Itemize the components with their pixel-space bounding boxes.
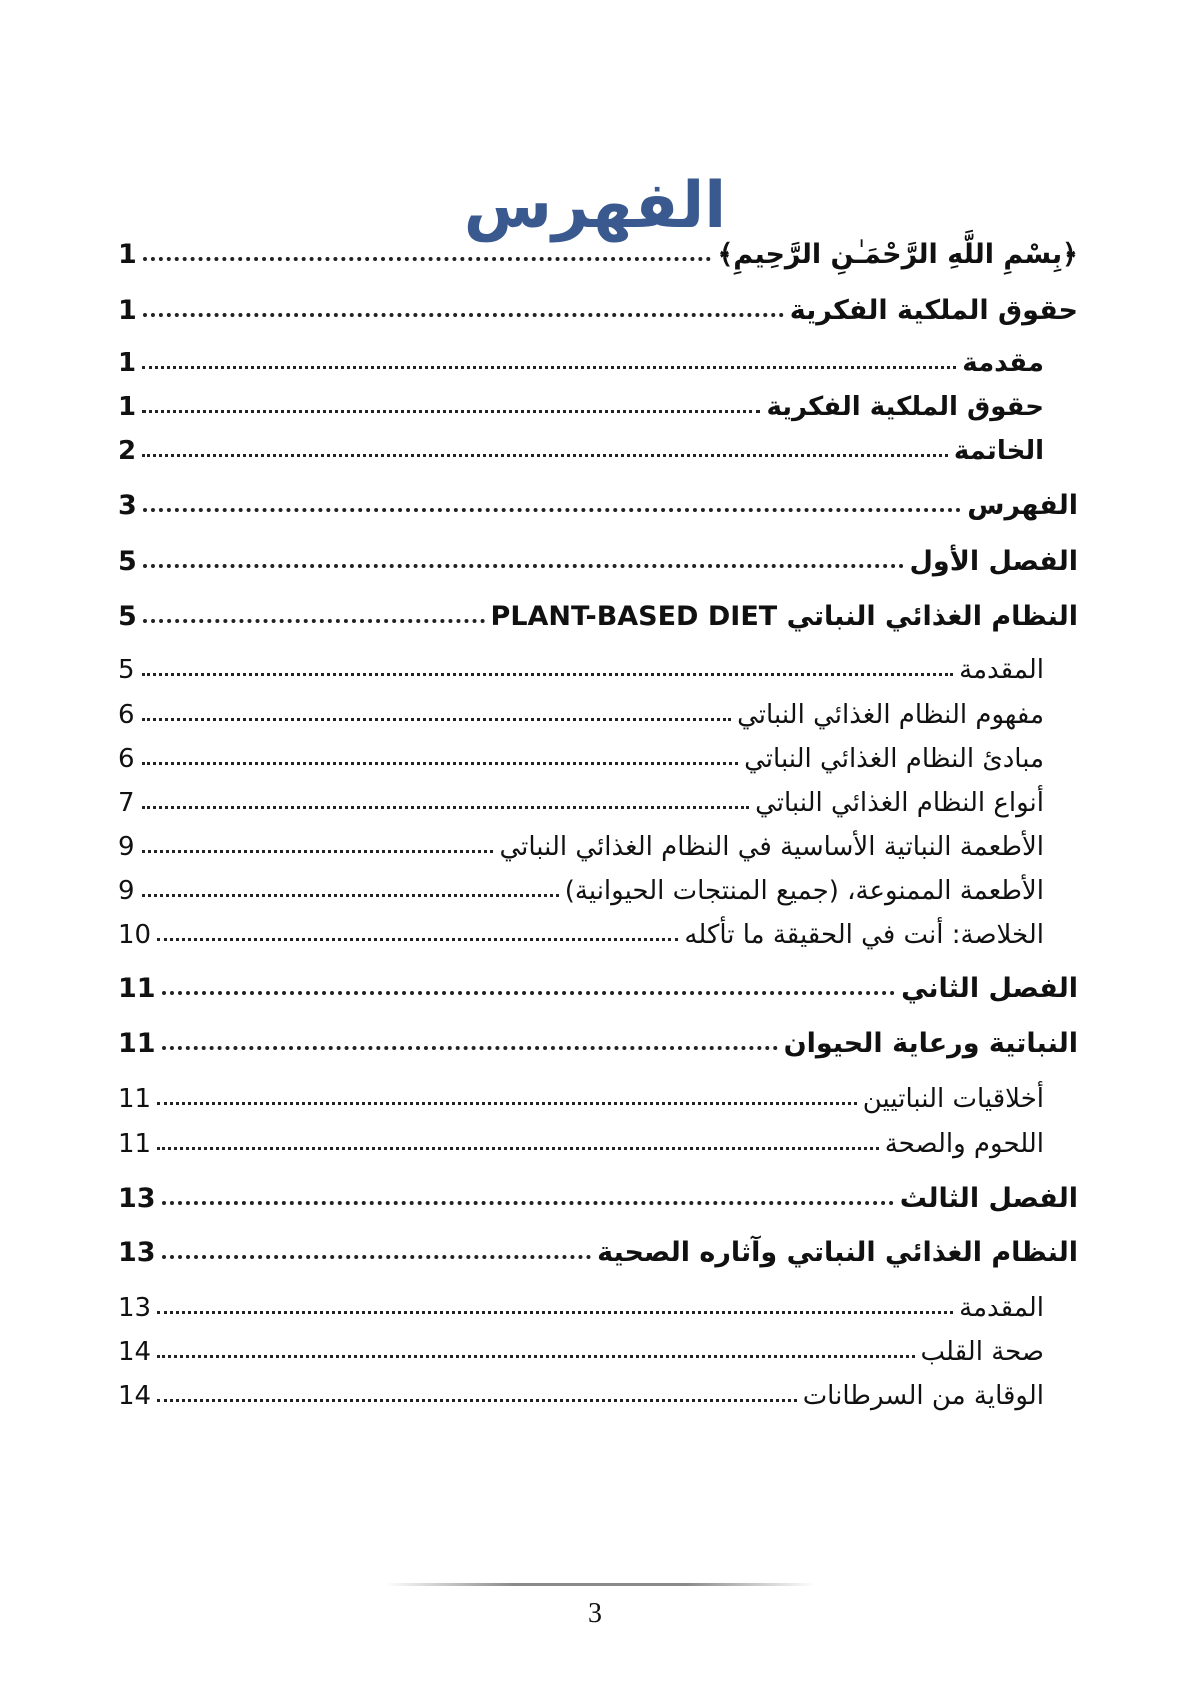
toc-page-number: 9 [118,876,135,906]
dot-leader [142,454,948,457]
dot-leader [162,991,895,995]
toc-entry-title: النظام الغذائي النباتي وآثاره الصحية [597,1237,1078,1268]
toc-page-number: 1 [118,392,137,422]
toc-entry-title: الفصل الثالث [899,1183,1078,1214]
toc-entry-title: المقدمة [959,1293,1044,1323]
dot-leader [157,1355,914,1358]
toc-page-number: 9 [118,832,135,862]
toc-section-entry[interactable] [118,334,1044,378]
dot-leader [142,410,760,413]
dot-leader [157,938,678,941]
dot-leader [162,1255,592,1259]
dot-leader [142,762,738,765]
toc-section-entry[interactable] [118,1323,1044,1367]
toc-entry-title: الخلاصة: أنت في الحقيقة ما تأكله [684,920,1044,950]
dot-leader [157,1147,879,1150]
toc-section-entry[interactable] [118,1279,1044,1323]
toc-entry-title: أنواع النظام الغذائي النباتي [755,788,1044,818]
toc-entry-title: النباتية ورعاية الحيوان [783,1028,1078,1059]
toc-chapter-entry[interactable] [118,960,1078,1004]
toc-page-number: 14 [118,1381,152,1411]
dot-leader [142,718,731,721]
toc-section-entry[interactable] [118,774,1044,818]
toc-entry-title: مقدمة [962,348,1044,378]
toc-entry-title: ﴿بِسْمِ اللَّهِ الرَّحْمَـٰنِ الرَّحِيمِ﴾ [717,239,1078,270]
toc-section-entry[interactable] [118,422,1044,466]
toc-page-number: 5 [118,601,137,632]
dot-leader [142,673,953,676]
dot-leader [162,1046,778,1050]
toc-page-number: 2 [118,436,137,466]
toc-chapter-entry[interactable] [118,533,1078,577]
toc-page-number: 11 [118,973,156,1004]
toc-page-number: 6 [118,700,135,730]
toc-entry-title: النظام الغذائي النباتي PLANT-BASED DIET [490,601,1078,632]
dot-leader [157,1399,797,1402]
toc-page-number: 6 [118,744,135,774]
toc-entry-title: صحة القلب [920,1337,1044,1367]
dot-leader [162,1201,894,1205]
toc-entry-title: الفهرس [967,490,1078,521]
toc-section-entry[interactable] [118,862,1044,906]
toc-page-number: 7 [118,788,135,818]
toc-chapter-entry[interactable] [118,226,1078,270]
dot-leader [142,894,559,897]
toc-entry-title: الأطعمة النباتية الأساسية في النظام الغذائي النباتي [499,832,1044,862]
toc-page-number: 11 [118,1084,152,1114]
page-number: 3 [588,1598,602,1629]
toc-page-number: 10 [118,920,152,950]
toc-entry-title: أخلاقيات النباتيين [862,1084,1044,1114]
toc-page-number: 3 [118,490,137,521]
toc-entry-title: المقدمة [959,655,1044,685]
footer-divider [385,1583,815,1586]
table-of-contents [118,0,1078,1683]
dot-leader [142,366,956,369]
toc-chapter-entry[interactable] [118,1015,1078,1059]
toc-entry-title: الفصل الأول [909,546,1078,577]
page-title: الفهرس [463,168,727,243]
toc-entry-title: مفهوم النظام الغذائي النباتي [737,700,1044,730]
toc-entry-title: حقوق الملكية الفكرية [766,392,1044,422]
dot-leader [157,1102,857,1105]
toc-entry-title: الأطعمة الممنوعة، (جميع المنتجات الحيوانية) [564,876,1044,906]
toc-entry-title: الخاتمة [953,436,1044,466]
toc-section-entry[interactable] [118,1115,1044,1159]
toc-section-entry[interactable] [118,1367,1044,1411]
toc-page-number: 13 [118,1237,156,1268]
dot-leader [143,619,485,623]
toc-section-entry[interactable] [118,1070,1044,1114]
toc-page-number: 13 [118,1183,156,1214]
dot-leader [143,313,784,317]
toc-chapter-entry[interactable] [118,282,1078,326]
toc-page-number: 5 [118,546,137,577]
toc-page-number: 11 [118,1028,156,1059]
toc-section-entry[interactable] [118,730,1044,774]
toc-page-number: 1 [118,295,137,326]
dot-leader [157,1311,953,1314]
toc-page-number: 11 [118,1129,152,1159]
toc-entry-title: حقوق الملكية الفكرية [789,295,1078,326]
toc-section-entry[interactable] [118,906,1044,950]
dot-leader [142,850,493,853]
toc-page-number: 1 [118,348,137,378]
toc-section-entry[interactable] [118,818,1044,862]
toc-chapter-entry[interactable] [118,1224,1078,1268]
toc-section-entry[interactable] [118,686,1044,730]
toc-section-entry[interactable] [118,378,1044,422]
dot-leader [143,508,962,512]
toc-page-number: 5 [118,655,135,685]
dot-leader [143,564,904,568]
toc-page-number: 13 [118,1293,152,1323]
toc-entry-title: اللحوم والصحة [884,1129,1044,1159]
toc-chapter-entry[interactable] [118,1170,1078,1214]
toc-entry-title: مبادئ النظام الغذائي النباتي [744,744,1044,774]
toc-entry-title: الوقاية من السرطانات [802,1381,1044,1411]
toc-page-number: 1 [118,239,137,270]
toc-page-number: 14 [118,1337,152,1367]
toc-chapter-entry[interactable] [118,588,1078,632]
toc-chapter-entry[interactable] [118,477,1078,521]
toc-entry-title: الفصل الثاني [901,973,1078,1004]
dot-leader [143,257,712,261]
dot-leader [142,806,749,809]
toc-section-entry[interactable] [118,641,1044,685]
